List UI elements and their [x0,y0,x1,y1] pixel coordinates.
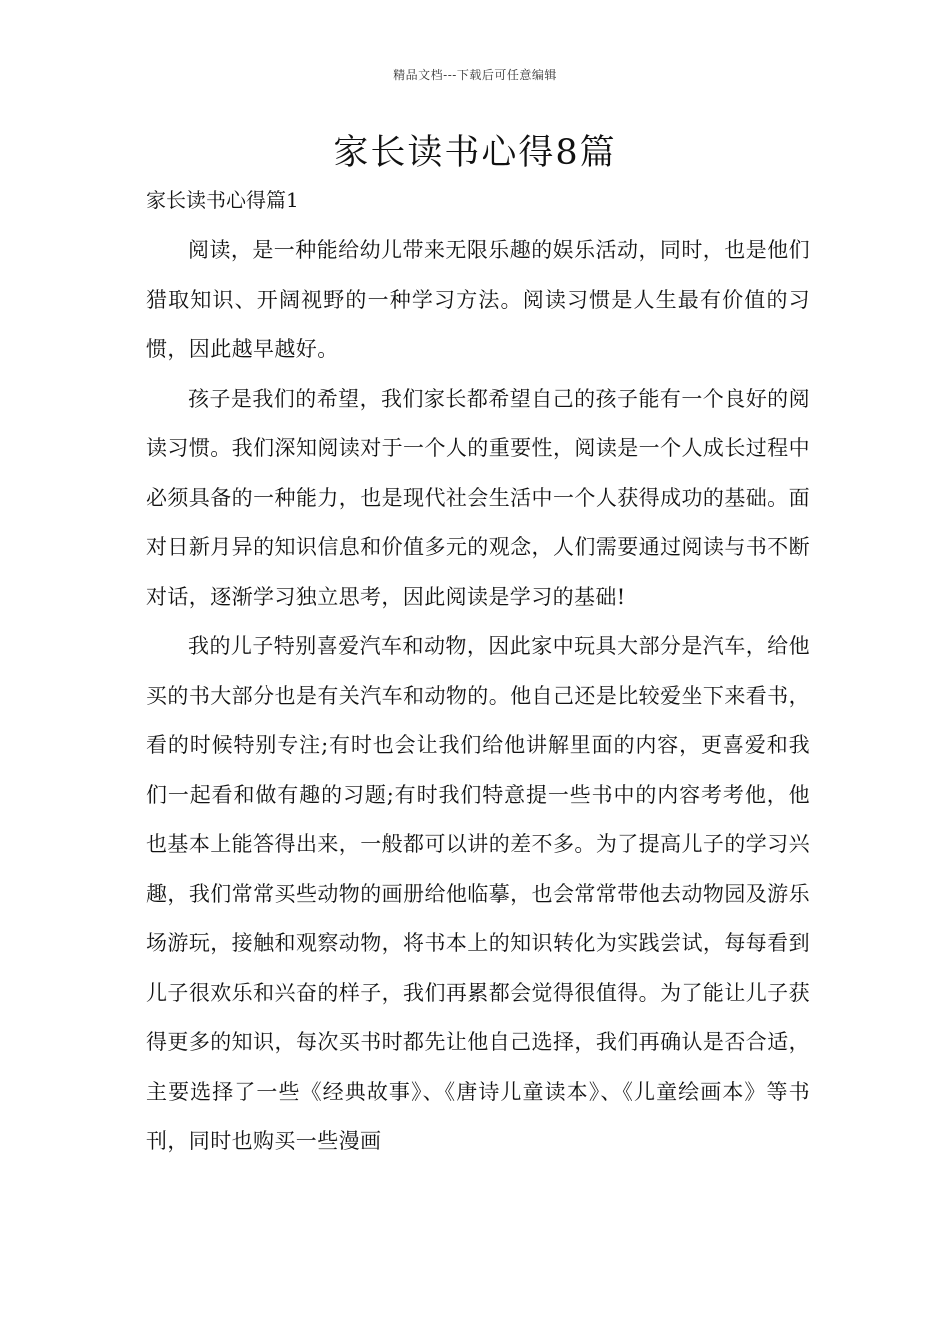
paragraph-3: 我的儿子特别喜爱汽车和动物，因此家中玩具大部分是汽车，给他买的书大部分也是有关汽车和动物的。他自己还是比较爱坐下来看书，看的时候特别专注;有时也会让我们给他讲解里面的内容，更喜爱和我们一起看和做有趣的习题;有时我们特意提一些书中的内容考考他，他也基本上能答得出来，一般都可以讲的差不多。为了提高儿子的学习兴趣，我们常常买些动物的画册给他临摹，也会常常带他去动物园及游乐场游玩，接触和观察动物，将书本上的知识转化为实践尝试，每每看到儿子很欢乐和兴奋的样子，我们再累都会觉得很值得。为了能让儿子获得更多的知识，每次买书时都先让他自己选择，我们再确认是否合适，主要选择了一些《经典故事》、《唐诗儿童读本》、《儿童绘画本》等书刊，同时也购买一些漫画 [146,634,810,1153]
document-title: 家长读书心得8篇 [333,133,617,173]
paragraph-1: 阅读，是一种能给幼儿带来无限乐趣的娱乐活动，同时，也是他们猎取知识、开阔视野的一种学习方法。阅读习惯是人生最有价值的习惯，因此越早越好。 [146,238,810,361]
header-note: 精品文档---下载后可任意编辑 [393,68,557,82]
paragraph-2: 孩子是我们的希望，我们家长都希望自己的孩子能有一个良好的阅读习惯。我们深知阅读对于一个人的重要性，阅读是一个人成长过程中必须具备的一种能力，也是现代社会生活中一个人获得成功的基础。面对日新月异的知识信息和价值多元的观念，人们需要通过阅读与书不断对话，逐渐学习独立思考，因此阅读是学习的基础! [146,386,810,609]
document-body [146,226,810,1167]
section-heading: 家长读书心得篇1 [146,188,299,212]
